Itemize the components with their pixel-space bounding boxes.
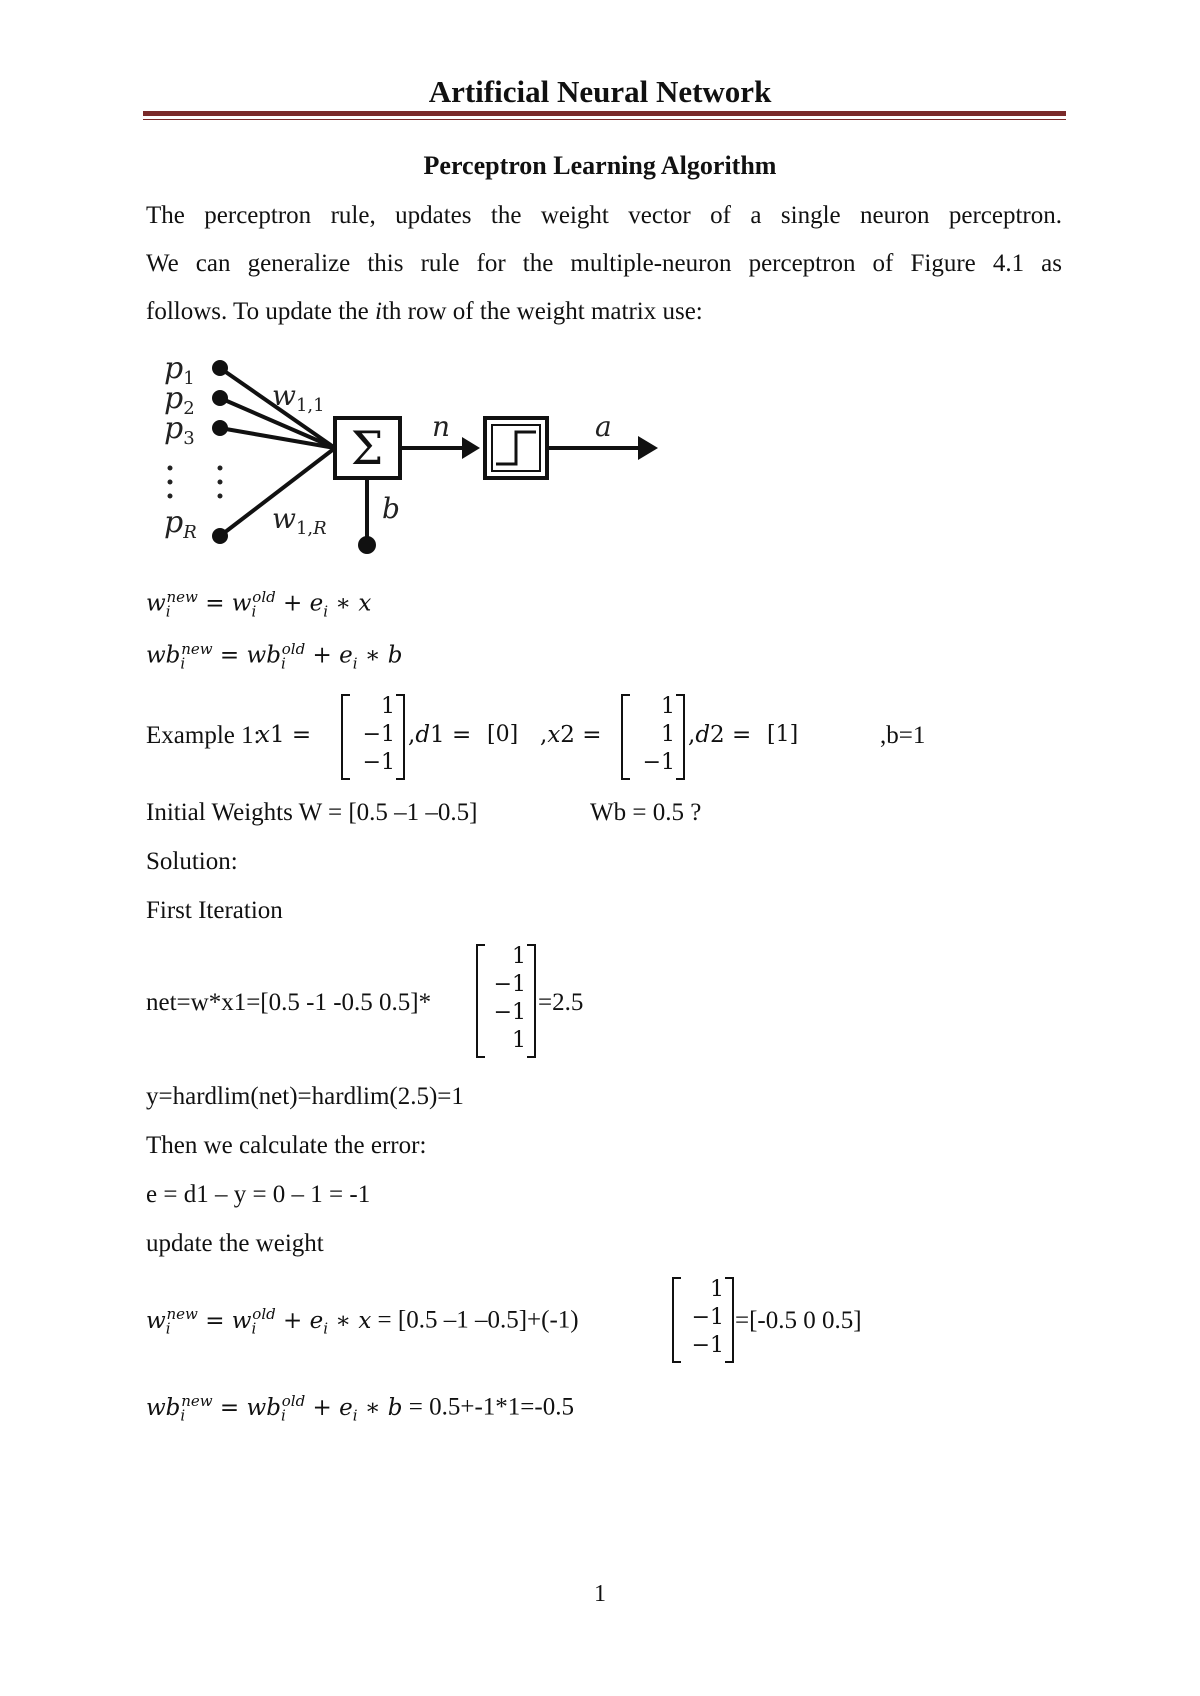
sigma-symbol: Σ	[350, 421, 384, 475]
net-vector-entry-2: −1	[493, 972, 526, 997]
x2-vector	[621, 694, 685, 780]
output-arrow-head	[638, 436, 658, 460]
example-label: Example 1:	[146, 722, 261, 749]
x2-label: ,x2 =	[540, 722, 602, 748]
wb-update-result: = 0.5+-1*1=-0.5	[402, 1393, 574, 1421]
input-label-p1: $p_1$	[164, 351, 195, 389]
header-rule-thin	[143, 119, 1066, 120]
x1-entry-3: −1	[362, 750, 395, 775]
x2-entry-1: 1	[661, 694, 675, 719]
input-label-p3: $p_3$	[164, 411, 195, 449]
error-line: e = d1 – y = 0 – 1 = -1	[146, 1181, 371, 1208]
input-nodes	[212, 360, 228, 544]
page-number: 1	[594, 1581, 606, 1607]
intro-line-3: follows. To update the ith row of the weight matrix use:	[146, 298, 703, 325]
net-label: n	[432, 410, 451, 443]
solution-label: Solution:	[146, 848, 238, 875]
section-title: Perceptron Learning Algorithm	[423, 151, 777, 180]
w-update-mid: = [0.5 –1 –0.5]+(-1)	[371, 1306, 579, 1334]
w-update-entry-1: 1	[710, 1277, 724, 1302]
wb-update-calc: $wb_i^{new} = wb_i^{old} + e_i$ ∗ b = 0.5+-1*1=-0.5	[146, 1392, 574, 1425]
net-result: =2.5	[538, 989, 584, 1016]
w-update-result: =[-0.5 0 0.5]	[735, 1307, 862, 1334]
net-computation: net=w*x1=[0.5 -1 -0.5 0.5]*	[146, 989, 432, 1016]
intro-line-2: We can generalize this rule for the multiple-neuron perceptron of Figure 4.1 as	[146, 250, 1062, 277]
input-label-pR: $p_R$	[164, 505, 197, 543]
y-output-line: y=hardlim(net)=hardlim(2.5)=1	[146, 1083, 464, 1110]
ellipsis-dots	[168, 466, 223, 499]
perceptron-diagram	[150, 350, 670, 565]
w-update-calc: $w_i^{new} = w_i^{old} + e_i$ ∗ x = [0.5 –1 –0.5]+(-1)	[146, 1305, 579, 1338]
d1-value: [0]	[487, 722, 519, 747]
weight-label-bottom: $w_{1,}R$	[272, 502, 327, 539]
x1-entry-2: −1	[362, 722, 395, 747]
net-vector-entry-4: 1	[512, 1028, 526, 1053]
net-arrow-head	[462, 437, 480, 459]
net-vector-entry-1: 1	[512, 944, 526, 969]
rule-wb-update: $wb_i^{new} = wb_i^{old} + e_i$ ∗ b	[146, 640, 403, 673]
error-intro: Then we calculate the error:	[146, 1132, 427, 1159]
weight-label-top: $w_{1,1}$	[272, 379, 325, 416]
bias-node	[358, 536, 376, 554]
x1-entry-1: 1	[381, 694, 395, 719]
intro-line-1: The perceptron rule, updates the weight vector of a single neuron perceptron.	[146, 202, 1062, 229]
update-label: update the weight	[146, 1230, 324, 1257]
net-vector	[476, 944, 536, 1058]
initial-weights-wb: Wb = 0.5 ?	[590, 799, 702, 826]
b-value: ,b=1	[880, 722, 926, 749]
net-vector-entry-3: −1	[493, 1000, 526, 1025]
d2-value: [1]	[767, 722, 799, 747]
w-update-entry-2: −1	[691, 1305, 724, 1330]
x1-vector	[341, 694, 405, 780]
d2-label: ,d2 =	[688, 722, 752, 748]
page-header-title: Artificial Neural Network	[428, 74, 772, 109]
x2-entry-3: −1	[642, 750, 675, 775]
x1-label: x1 =	[257, 722, 312, 748]
input-label-p2: $p_2$	[164, 381, 195, 419]
initial-weights-w: Initial Weights W = [0.5 –1 –0.5]	[146, 799, 478, 826]
w-update-entry-3: −1	[691, 1333, 724, 1358]
header-rule-thick	[143, 111, 1066, 116]
rule-w-update: $w_i^{new} = w_i^{old} + e_i$ ∗ x	[146, 588, 372, 621]
output-label: a	[595, 410, 612, 443]
w-update-vector	[672, 1277, 734, 1363]
bias-label: b	[382, 492, 400, 525]
first-iteration-label: First Iteration	[146, 897, 283, 924]
d1-label: ,d1 =	[408, 722, 472, 748]
x2-entry-2: 1	[661, 722, 675, 747]
intro-paragraph	[146, 192, 1062, 336]
